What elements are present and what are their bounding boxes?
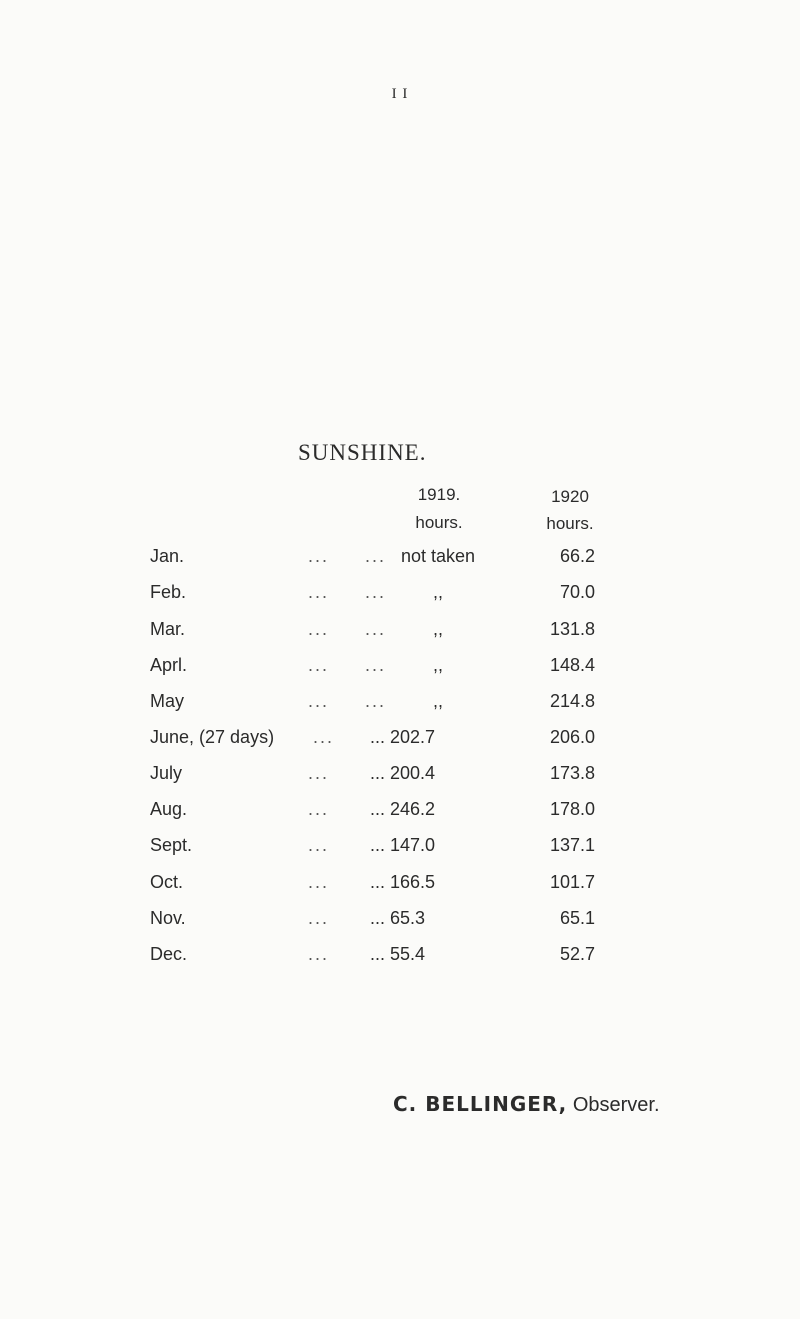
table-row xyxy=(0,799,800,827)
month-label: May xyxy=(150,691,185,711)
value-1920: 131.8 xyxy=(549,619,595,639)
leader-dots: ... xyxy=(308,944,330,964)
leader-dots: ... xyxy=(308,582,330,602)
value-1919: ,, xyxy=(432,582,443,602)
observer-name: C. BELLINGER, xyxy=(393,1092,568,1116)
value-1920: 178.0 xyxy=(549,799,595,819)
leader-dots: ... xyxy=(365,619,387,639)
value-1919: ,, xyxy=(432,655,443,675)
value-1920: 52.7 xyxy=(559,944,595,964)
leader-dots: ... xyxy=(365,691,387,711)
header-1919-year: 1919. xyxy=(417,485,461,504)
signature xyxy=(393,1092,660,1117)
value-1919: not taken xyxy=(400,546,476,566)
observer-role: Observer. xyxy=(572,1094,660,1116)
leader-dots: ... xyxy=(308,691,330,711)
header-1920-year: 1920 xyxy=(551,487,589,506)
value-1919: ... 166.5 xyxy=(370,872,436,892)
month-label: June, (27 days) xyxy=(150,727,275,747)
month-label: Jan. xyxy=(150,546,185,566)
table-row xyxy=(0,655,800,683)
value-1920: 173.8 xyxy=(549,763,595,783)
month-label: Feb. xyxy=(150,582,187,602)
header-1920-unit: hours. xyxy=(546,514,594,533)
leader-dots: ... xyxy=(308,908,330,928)
leader-dots: ... xyxy=(313,727,335,747)
leader-dots: ... xyxy=(308,619,330,639)
table-row xyxy=(0,763,800,791)
page-number: I I xyxy=(391,86,409,102)
value-1920: 214.8 xyxy=(549,691,595,711)
value-1919: ,, xyxy=(432,691,443,711)
leader-dots: ... xyxy=(365,582,387,602)
table-row xyxy=(0,835,800,863)
table-row xyxy=(0,619,800,647)
value-1919: ... 246.2 xyxy=(370,799,436,819)
leader-dots: ... xyxy=(308,872,330,892)
month-label: July xyxy=(150,763,183,783)
value-1919: ... 202.7 xyxy=(370,727,436,747)
value-1920: 65.1 xyxy=(559,908,595,928)
value-1919: ... 55.4 xyxy=(370,944,426,964)
value-1920: 148.4 xyxy=(549,655,595,675)
value-1920: 66.2 xyxy=(559,546,595,566)
value-1920: 137.1 xyxy=(549,835,595,855)
table-row xyxy=(0,691,800,719)
table-row xyxy=(0,944,800,972)
leader-dots: ... xyxy=(365,655,387,675)
value-1920: 206.0 xyxy=(549,727,595,747)
table-row xyxy=(0,727,800,755)
leader-dots: ... xyxy=(308,546,330,566)
month-label: Nov. xyxy=(150,908,186,928)
month-label: Sept. xyxy=(150,835,193,855)
value-1919: ... 65.3 xyxy=(370,908,426,928)
value-1919: ... 200.4 xyxy=(370,763,436,783)
value-1920: 70.0 xyxy=(559,582,595,602)
month-label: Aprl. xyxy=(150,655,188,675)
value-1920: 101.7 xyxy=(549,872,595,892)
value-1919: ... 147.0 xyxy=(370,835,436,855)
table-row xyxy=(0,872,800,900)
page-title: SUNSHINE. xyxy=(298,440,427,465)
table-row xyxy=(0,582,800,610)
table-row xyxy=(0,908,800,936)
table-row xyxy=(0,546,800,574)
leader-dots: ... xyxy=(308,655,330,675)
leader-dots: ... xyxy=(308,763,330,783)
leader-dots: ... xyxy=(308,799,330,819)
header-1919-unit: hours. xyxy=(415,513,463,532)
leader-dots: ... xyxy=(308,835,330,855)
month-label: Oct. xyxy=(150,872,184,892)
leader-dots: ... xyxy=(365,546,387,566)
month-label: Aug. xyxy=(150,799,188,819)
month-label: Dec. xyxy=(150,944,188,964)
month-label: Mar. xyxy=(150,619,186,639)
value-1919: ,, xyxy=(432,619,443,639)
